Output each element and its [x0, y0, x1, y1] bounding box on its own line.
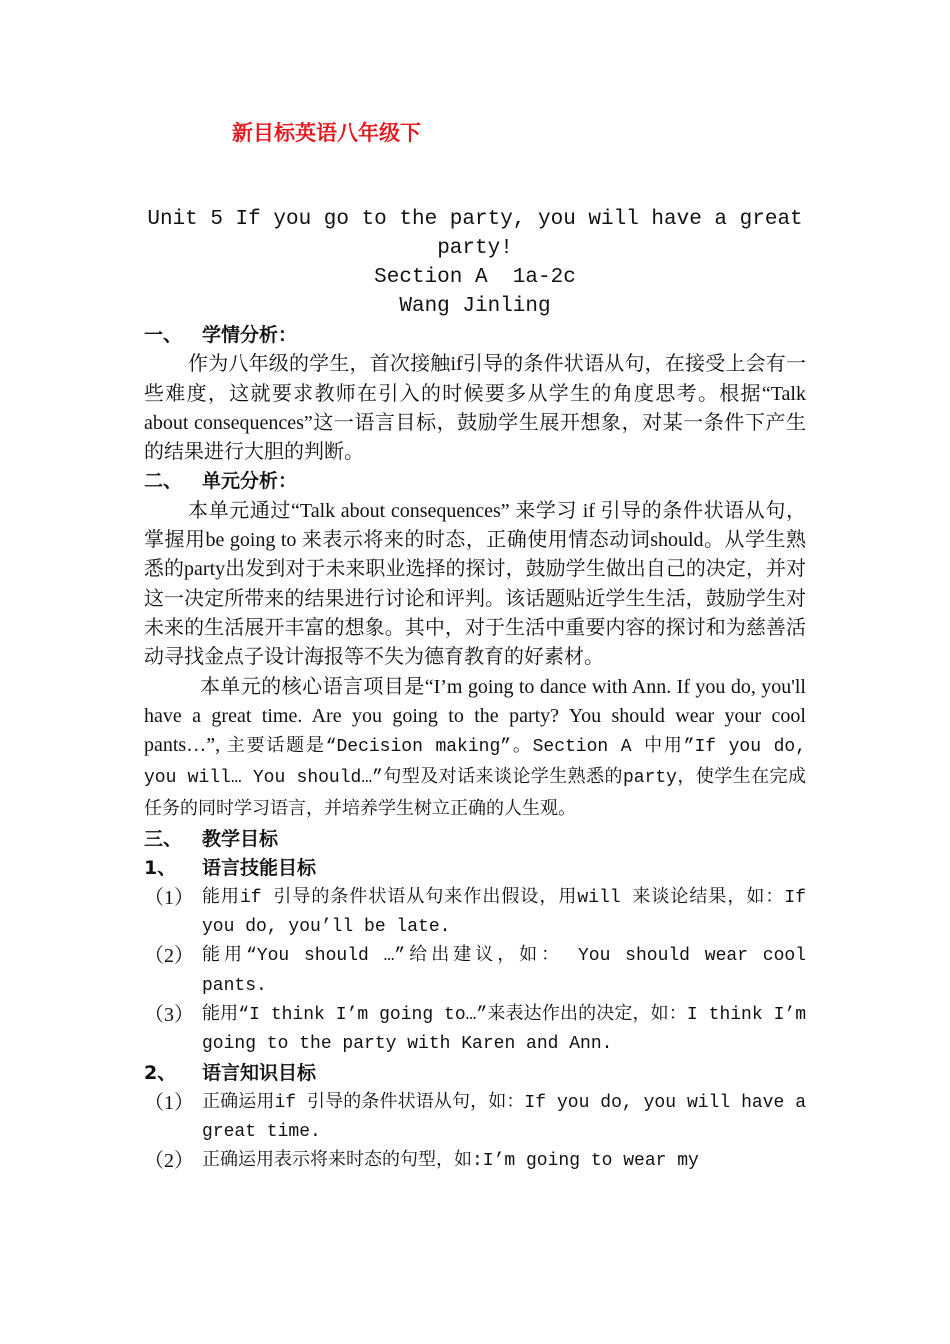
heading-language-knowledge-goals: 2、 语言知识目标 [144, 1062, 317, 1085]
heading-teaching-goals: 三、 教学目标 [144, 828, 279, 851]
paragraph-unit-analysis-1: 本单元通过“Talk about consequences” 来学习 if 引导的条件状语从句，掌握用be going to 来表示将来的时态，正确使用情态动词should。从学生熟悉的party出发到对于未来职业选择的探讨，鼓励学生做出自己的决定，并对这一决定所带来的结果进行讨论和评判。该话题贴近学生生活，鼓励学生对未来的生活展开丰富的想象。其中，对于生活中重要内容的探讨和为慈善活动寻找金点子设计海报等不失为德育教育的好素材。 [144, 499, 806, 669]
paragraph-unit-analysis-2: 本单元的核心语言项目是“I’m going to dance with Ann. If you do, you'll have a great time. Are you going to the party? You should wear your cool pants…”, 主要话题是“Decision making”。Section A 中用”If you do, you will… You should…”句型及对话来谈论学生熟悉的party，使学生在完成任务的同时学习语言，并培养学生树立正确的人生观。 [144, 675, 807, 820]
paragraph-learner-analysis: 作为八年级的学生，首次接触if引导的条件状语从句，在接受上会有一些难度，这就要求教师在引入的时候要多从学生的角度思考。根据“Talk about consequences”这一语言目标，鼓励学生展开想象，对某一条件下产生的结果进行大胆的判断。 [144, 353, 806, 464]
heading-learner-analysis: 一、 学情分析： [144, 324, 298, 346]
list-item: （3） 能用“I think I’m going to…”来表达作出的决定，如：I think I’m going to the party with Karen and Ann. [144, 1003, 806, 1055]
lesson-title-block [144, 205, 806, 321]
list-item: （1） 正确运用if 引导的条件状语从句，如：If you do, you will have a great time. [144, 1091, 806, 1143]
lesson-title-line-1: Unit 5 If you go to the party, you will have a great [147, 208, 803, 231]
section-label: Section A 1a-2c [374, 266, 576, 289]
document-header-title: 新目标英语八年级下 [232, 121, 421, 145]
author-name: Wang Jinling [399, 295, 551, 318]
heading-language-skill-goals: 1、 语言技能目标 [144, 857, 317, 880]
list-item: （2） 正确运用表示将来时态的句型，如:I’m going to wear my [144, 1150, 699, 1173]
lesson-title-line-2: party! [437, 237, 513, 260]
heading-unit-analysis: 二、 单元分析： [144, 470, 298, 493]
list-item: （1） 能用if 引导的条件状语从句来作出假设，用will 来谈论结果，如：If you do, you’ll be late. [144, 886, 806, 937]
document-body [144, 321, 806, 1177]
list-item: （2） 能用“You should …”给出建议，如： You should wear cool pants. [144, 945, 806, 996]
